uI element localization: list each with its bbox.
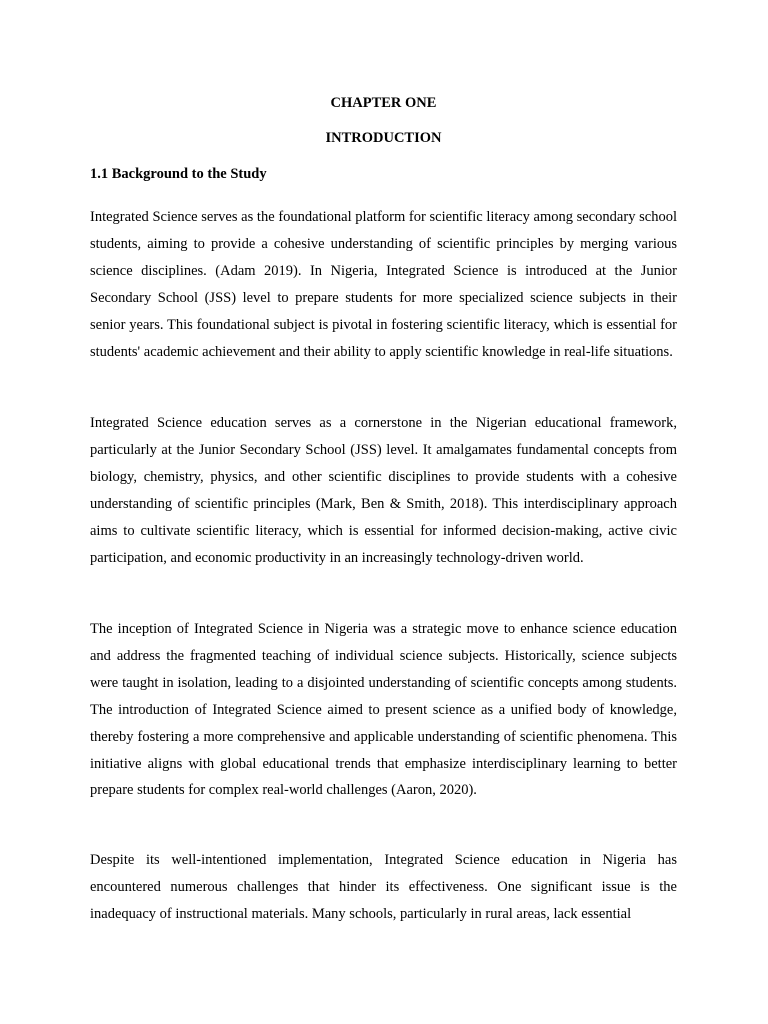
- body-paragraph: Despite its well-intentioned implementation, Integrated Science education in Nigeria has encountered numerous challenges that hinder its effectiveness. One significant issue is the inadequacy of instructional materials. Many schools, particularly in rural areas, lack essential: [90, 852, 677, 922]
- body-paragraph: The inception of Integrated Science in Nigeria was a strategic move to enhance science education and address the fragmented teaching of individual science subjects. Historically, science subjects were taught in isolation, leading to a disjointed understanding of scientific concepts among students. The introduction of Integrated Science aimed to present science as a unified body of knowledge, thereby fostering a more comprehensive and applicable understanding of scientific phenomena. This initiative aligns with global educational trends that emphasize interdisciplinary learning to better prepare students for complex real-world challenges (Aaron, 2020).: [90, 621, 677, 799]
- document-page: [90, 0, 677, 1024]
- chapter-title: INTRODUCTION: [325, 130, 442, 146]
- section-heading: 1.1 Background to the Study: [90, 166, 267, 182]
- body-paragraph: Integrated Science serves as the foundational platform for scientific literacy among secondary school students, aiming to provide a cohesive understanding of scientific principles by merging various science disciplines. (Adam 2019). In Nigeria, Integrated Science is introduced at the Junior Secondary School (JSS) level to prepare students for more specialized science subjects in their senior years. This foundational subject is pivotal in fostering scientific literacy, which is essential for students' academic achievement and their ability to apply scientific knowledge in real-life situations.: [90, 209, 677, 360]
- body-paragraph: Integrated Science education serves as a cornerstone in the Nigerian educational framework, particularly at the Junior Secondary School (JSS) level. It amalgamates fundamental concepts from biology, chemistry, physics, and other scientific disciplines to provide students with a cohesive understanding of scientific principles (Mark, Ben & Smith, 2018). This interdisciplinary approach aims to cultivate scientific literacy, which is essential for informed decision-making, active civic participation, and economic productivity in an increasingly technology-driven world.: [90, 415, 677, 566]
- chapter-heading: CHAPTER ONE: [330, 95, 437, 111]
